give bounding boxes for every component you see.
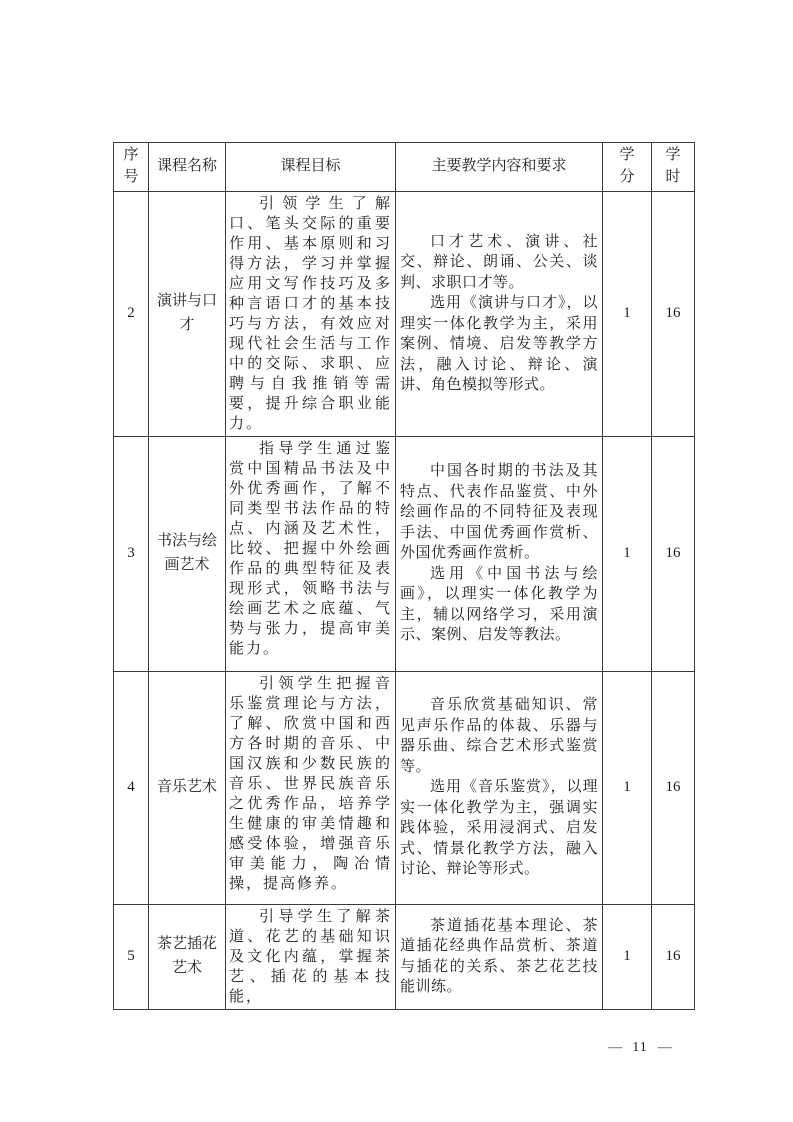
cell-course-name: 音乐艺术: [149, 671, 226, 904]
cell-no: 3: [114, 436, 149, 671]
cell-content: [396, 904, 603, 1009]
objective-paragraph: 引导学生了解茶道、花艺的基础知识及文化内蕴，掌握茶艺、插花的基本技能，: [229, 908, 392, 1005]
cell-credits: 1: [603, 191, 652, 436]
content-paragraph-1: 茶道插花基本理论、茶道插花经典作品赏析、茶道与插花的关系、茶艺花艺技能训练。: [400, 917, 598, 995]
footer-dash-right: —: [657, 1040, 672, 1055]
course-table: [113, 142, 695, 1010]
cell-hours: 16: [652, 904, 695, 1009]
table-row: [114, 671, 695, 904]
objective-paragraph: 引领学生把握音乐鉴赏理论与方法，了解、欣赏中国和西方各时期的音乐、中国汉族和少数民族的音乐、世界民族音乐之优秀作品，培养学生健康的审美情趣和感受体验，增强音乐审美能力，陶冶情操，提高修养。: [229, 675, 392, 892]
column-header-credits-label: 学分: [619, 147, 635, 185]
column-header-course-name-label: 课程名称: [156, 158, 217, 175]
column-header-objective: [226, 143, 396, 192]
table-row: [114, 904, 695, 1009]
content-paragraph-2: 选用《演讲与口才》，以理实一体化教学为主，采用案例、情境、启发等教学方法，融入讨论、辩论、演讲、角色模拟等形式。: [400, 295, 598, 393]
cell-hours: 16: [652, 436, 695, 671]
content-paragraph-2: 选用《中国书法与绘画》，以理实一体化教学为主，辅以网络学习，采用演示、案例、启发等教法。: [400, 565, 598, 644]
content-paragraph-2: 选用《音乐鉴赏》，以理实一体化教学为主，强调实践体验，采用浸润式、启发式、情景化教学方法，融入讨论、辩论等形式。: [400, 779, 598, 878]
cell-no: 2: [114, 191, 149, 436]
content-paragraph-1: 中国各时期的书法及其特点、代表作品鉴赏、中外绘画作品的不同特征及表现手法、中国优秀画作赏析、外国优秀画作赏析。: [400, 463, 598, 562]
cell-no: 5: [114, 904, 149, 1009]
footer-page-number: 11: [632, 1040, 648, 1055]
objective-paragraph: 引领学生了解口、笔头交际的重要作用、基本原则和习得方法，学习并掌握应用文写作技巧及多种言语口才的基本技巧与方法，有效应对现代社会生活与工作中的交际、求职、应聘与自我推销等需要，提升综合职业能力。: [229, 195, 392, 432]
header-row: [114, 143, 695, 192]
column-header-no-label: 序号: [123, 147, 139, 185]
column-header-no: [114, 143, 149, 192]
cell-course-name: 演讲与口才: [149, 191, 226, 436]
cell-credits: 1: [603, 436, 652, 671]
cell-objective: [226, 191, 396, 436]
cell-content: [396, 671, 603, 904]
column-header-content: [396, 143, 603, 192]
column-header-objective-label: 课程目标: [280, 158, 341, 175]
cell-hours: 16: [652, 191, 695, 436]
column-header-credits: [603, 143, 652, 192]
cell-credits: 1: [603, 904, 652, 1009]
cell-objective: [226, 671, 396, 904]
cell-course-name: 书法与绘画艺术: [149, 436, 226, 671]
cell-hours: 16: [652, 671, 695, 904]
cell-content: [396, 191, 603, 436]
objective-paragraph: 指导学生通过鉴赏中国精品书法及中外优秀画作，了解不同类型书法作品的特点、内涵及艺术性，比较、把握中外绘画作品的典型特征及表现形式，领略书法与绘画艺术之底蕴、气势与张力，提高审美能力。: [229, 440, 392, 657]
cell-course-name: 茶艺插花艺术: [149, 904, 226, 1009]
cell-objective: [226, 436, 396, 671]
content-paragraph-1: 音乐欣赏基础知识、常见声乐作品的体裁、乐器与器乐曲、综合艺术形式鉴赏等。: [400, 697, 598, 775]
table-row: [114, 436, 695, 671]
content-paragraph-1: 口才艺术、演讲、社交、辩论、朗诵、公关、谈判、求职口才等。: [400, 233, 598, 291]
cell-credits: 1: [603, 671, 652, 904]
cell-content: [396, 436, 603, 671]
column-header-hours: [652, 143, 695, 192]
column-header-course-name: [149, 143, 226, 192]
column-header-hours-label: 学时: [665, 147, 681, 185]
cell-no: 4: [114, 671, 149, 904]
page-footer: [600, 1040, 680, 1056]
footer-dash-left: —: [608, 1040, 623, 1055]
column-header-content-label: 主要教学内容和要求: [431, 158, 567, 175]
cell-objective: [226, 904, 396, 1009]
table-row: [114, 191, 695, 436]
